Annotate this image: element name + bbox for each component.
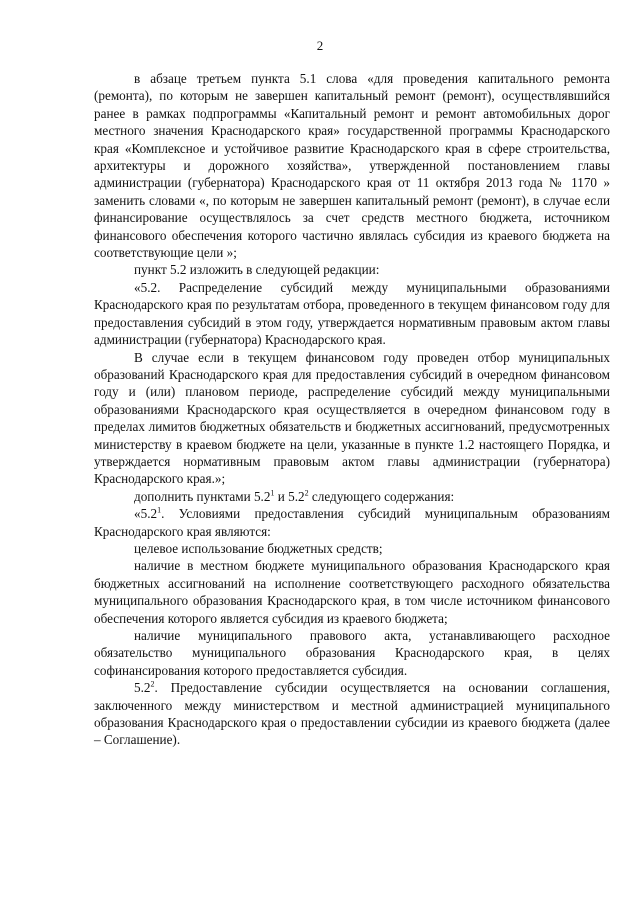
superscript: 2	[304, 488, 309, 498]
superscript: 2	[150, 679, 155, 689]
paragraph-5-2-1-conditions: «$5.2^1$. Условиями предоставления субсидий муниципальным образованиям Краснодарского края являются:	[94, 505, 610, 539]
paragraph-5-2-distribution: «5.2. Распределение субсидий между муниципальными образованиями Краснодарского края по результатам отбора, проведенного в текущем финансовом году для предоставления субсидий в этом году, утверждается нормативным правовым актом главы администрации (губернатора) Краснодарского края.	[94, 279, 610, 348]
document-body	[94, 70, 610, 749]
paragraph-5-1-amendment: в абзаце третьем пункта 5.1 слова «для проведения капитального ремонта (ремонта), по которым не завершен капитальный ремонт (ремонт), осуществлявшийся ранее в рамках подпрограммы «Капитальный ремонт и ремонт автомобильных дорог местного значения Краснодарского края» государственной программы Краснодарского края «Комплексное и устойчивое развитие Краснодарского края в сфере строительства, архитектуры и дорожного хозяйства», утвержденной постановлением главы администрации (губернатора) Краснодарского края от 11 октября 2013 года № 1170 » заменить словами «, по которым не завершен капитальный ремонт (ремонт), в случае если финансирование осуществлялось за счет средств местного бюджета, источником финансового обеспечения которого частично являлась субсидия из краевого бюджета на соответствующие цели »;	[94, 71, 610, 261]
superscript: 1	[270, 488, 275, 498]
paragraph-5-2-intro: пункт 5.2 изложить в следующей редакции:	[134, 262, 380, 278]
paragraph-condition-budget-allocations: наличие в местном бюджете муниципального образования Краснодарского края бюджетных ассигнований на исполнение соответствующего расходного обязательства муниципального образования Краснодарского края, в том числе источником финансового обеспечения которого является субсидия из краевого бюджета;	[94, 558, 610, 626]
page-number: 2	[316, 38, 324, 53]
paragraph-condition-targeted-use: целевое использование бюджетных средств;	[134, 540, 383, 556]
superscript: 1	[157, 505, 162, 515]
paragraph-add-points: дополнить пунктами $5.2^1$ и $5.2^2$ следующего содержания:	[134, 488, 455, 504]
paragraph-5-2-2-agreement: $5.2^2$. Предоставление субсидии осуществляется на основании соглашения, заключенного между министерством и местной администрацией муниципального образования Краснодарского края о предоставлении субсидии из краевого бюджета (далее – Соглашение).	[94, 679, 610, 748]
paragraph-next-year-selection: В случае если в текущем финансовом году проведен отбор муниципальных образований Краснодарского края для предоставления субсидий в очередном финансовом году и (или) плановом периоде, распределение субсидий между муниципальными образованиями Краснодарского края осуществляется в очередном финансовом году в пределах лимитов бюджетных обязательств и бюджетных ассигнований, предусмотренных министерству в краевом бюджете на цели, указанные в пункте 1.2 настоящего Порядка, и утверждается нормативным правовым актом главы администрации (губернатора) Краснодарского края.»;	[94, 349, 610, 487]
paragraph-condition-legal-act: наличие муниципального правового акта, устанавливающего расходное обязательство муниципального образования Краснодарского края, в целях софинансирования которого предоставляется субсидия.	[94, 628, 610, 678]
